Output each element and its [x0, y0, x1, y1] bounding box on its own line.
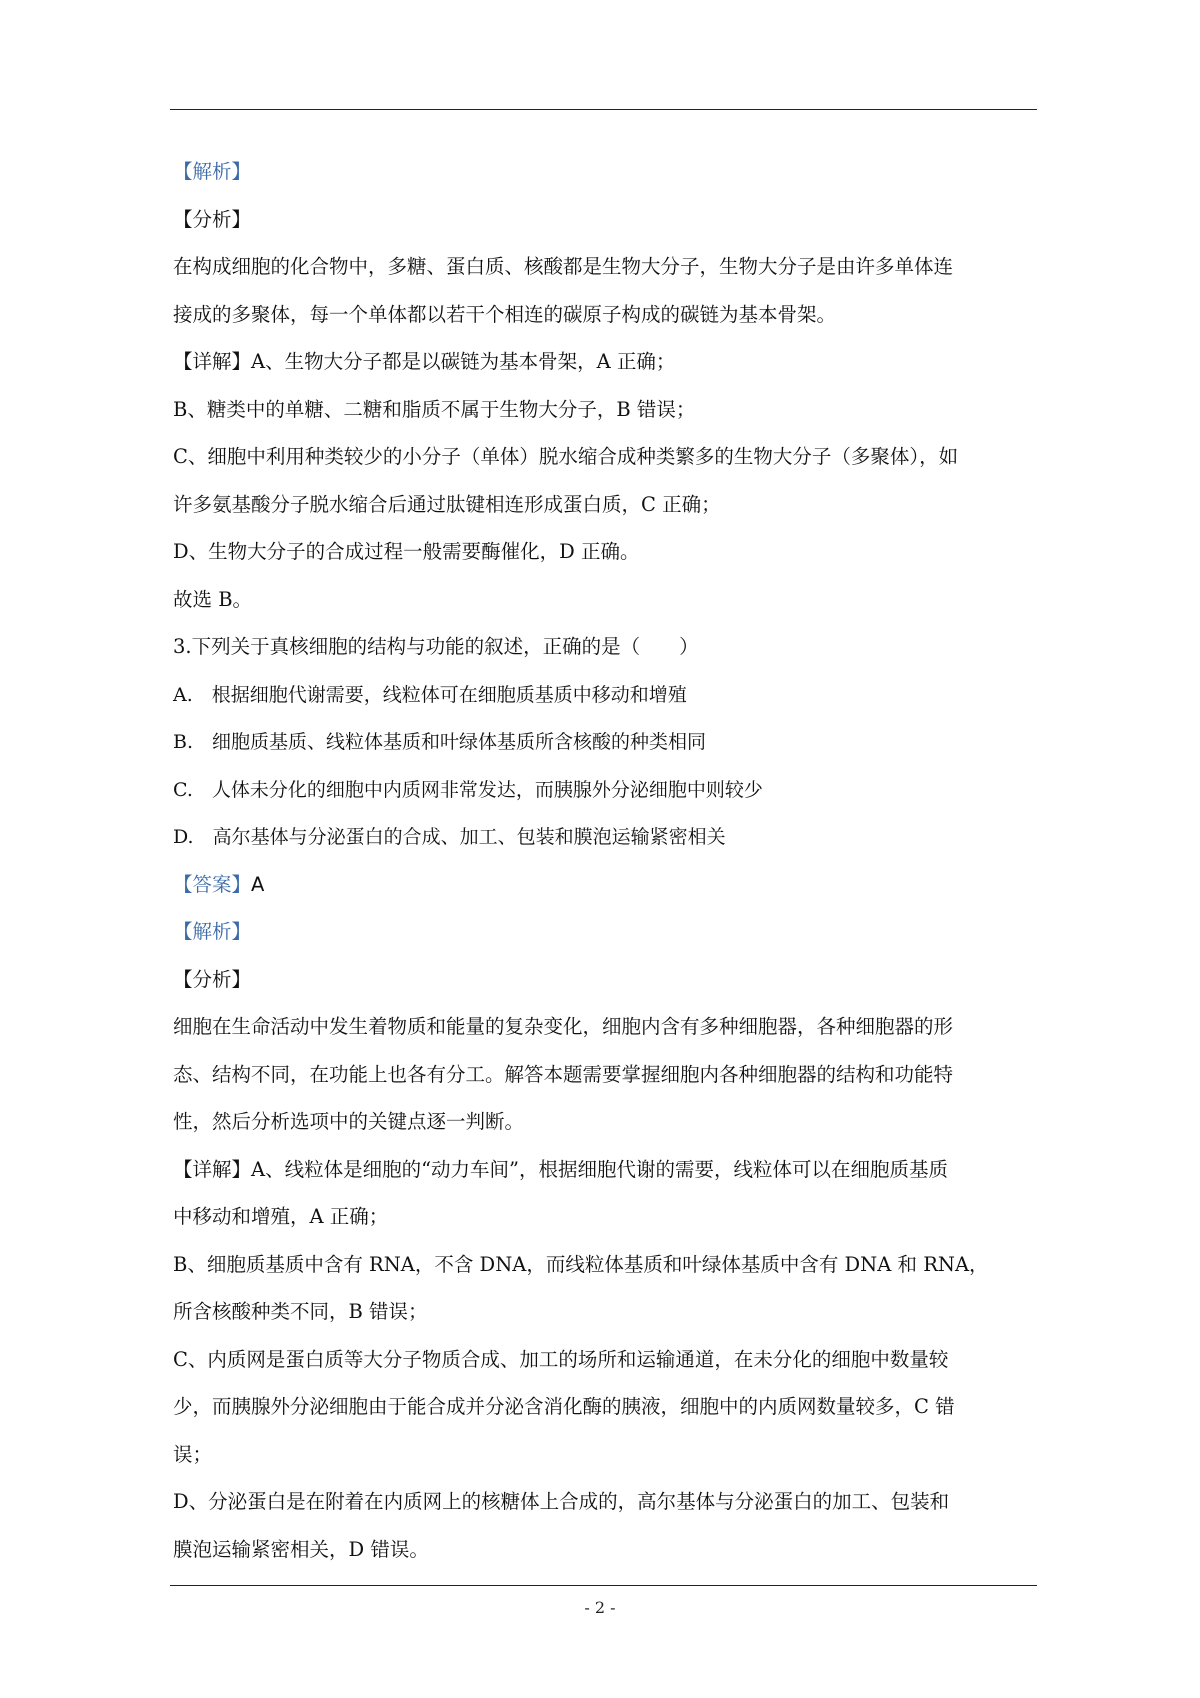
- q3-answer: [173, 865, 1037, 913]
- q2-xiangjie-line: 【详解】A、生物大分子都是以碳链为基本骨架，A 正确；: [173, 350, 676, 373]
- q3-fenxi-line: 性，然后分析选项中的关键点逐一判断。: [173, 1110, 525, 1133]
- q2-xiangjie-line: C、细胞中利用种类较少的小分子（单体）脱水缩合成种类繁多的生物大分子（多聚体），如: [173, 445, 959, 468]
- q3-answer-value: A: [251, 872, 265, 896]
- q3-fenxi-line: 态、结构不同，在功能上也各有分工。解答本题需要掌握细胞内各种细胞器的结构和功能特: [173, 1062, 954, 1086]
- q3-xiangjie-line: 中移动和增殖，A 正确；: [173, 1205, 389, 1228]
- q2-conclusion: 故选 B。: [173, 587, 253, 611]
- q3-answer-label: 【答案】: [173, 872, 252, 896]
- q3-option-b: B. 细胞质基质、线粒体基质和叶绿体基质所含核酸的种类相同: [173, 731, 707, 753]
- q3-xiangjie-line: C、内质网是蛋白质等大分子物质合成、加工的场所和运输通道，在未分化的细胞中数量较: [173, 1347, 949, 1371]
- page-content: [173, 152, 1037, 1577]
- q2-xiangjie-line: B、糖类中的单糖、二糖和脂质不属于生物大分子，B 错误；: [173, 397, 696, 421]
- q2-xiangjie-line: 许多氨基酸分子脱水缩合后通过肽键相连形成蛋白质，C 正确；: [173, 492, 721, 516]
- header-rule: [170, 109, 1037, 110]
- q2-fenxi-line: 接成的多聚体，每一个单体都以若干个相连的碳原子构成的碳链为基本骨架。: [173, 302, 837, 326]
- q3-xiangjie-line: 误；: [173, 1442, 213, 1466]
- q3-option-a: A. 根据细胞代谢需要，线粒体可在细胞质基质中移动和增殖: [173, 683, 687, 706]
- q3-xiangjie-line: 所含核酸种类不同，B 错误；: [173, 1300, 428, 1323]
- q3-xiangjie-line: 少，而胰腺外分泌细胞由于能合成并分泌含消化酶的胰液，细胞中的内质网数量较多，C 错: [173, 1395, 955, 1418]
- q3-jiexi-label: 【解析】: [173, 920, 252, 943]
- q3-option-c: C. 人体未分化的细胞中内质网非常发达，而胰腺外分泌细胞中则较少: [173, 778, 763, 801]
- footer-rule: [170, 1585, 1037, 1586]
- q2-xiangjie-line: D、生物大分子的合成过程一般需要酶催化，D 正确。: [173, 540, 640, 563]
- page-number: - 2 -: [584, 1598, 616, 1617]
- q3-xiangjie-line: 【详解】A、线粒体是细胞的“动力车间”，根据细胞代谢的需要，线粒体可以在细胞质基质: [173, 1157, 949, 1181]
- q3-xiangjie-line: 膜泡运输紧密相关，D 错误。: [173, 1537, 429, 1561]
- q2-fenxi-label: 【分析】: [173, 207, 252, 231]
- q3-xiangjie-line: D、分泌蛋白是在附着在内质网上的核糖体上合成的，高尔基体与分泌蛋白的加工、包装和: [173, 1490, 950, 1513]
- q3-stem: 3.下列关于真核细胞的结构与功能的叙述，正确的是（ ）: [173, 635, 699, 658]
- q3-fenxi-label: 【分析】: [173, 967, 252, 991]
- q3-xiangjie-line: B、细胞质基质中含有 RNA，不含 DNA，而线粒体基质和叶绿体基质中含有 DNA 和 RNA，: [173, 1252, 989, 1276]
- q3-fenxi-line: 细胞在生命活动中发生着物质和能量的复杂变化，细胞内含有多种细胞器，各种细胞器的形: [173, 1015, 954, 1038]
- q3-option-d: D. 高尔基体与分泌蛋白的合成、加工、包装和膜泡运输紧密相关: [173, 826, 726, 848]
- q2-fenxi-line: 在构成细胞的化合物中，多糖、蛋白质、核酸都是生物大分子，生物大分子是由许多单体连: [173, 255, 954, 278]
- q2-jiexi-label: 【解析】: [173, 160, 252, 183]
